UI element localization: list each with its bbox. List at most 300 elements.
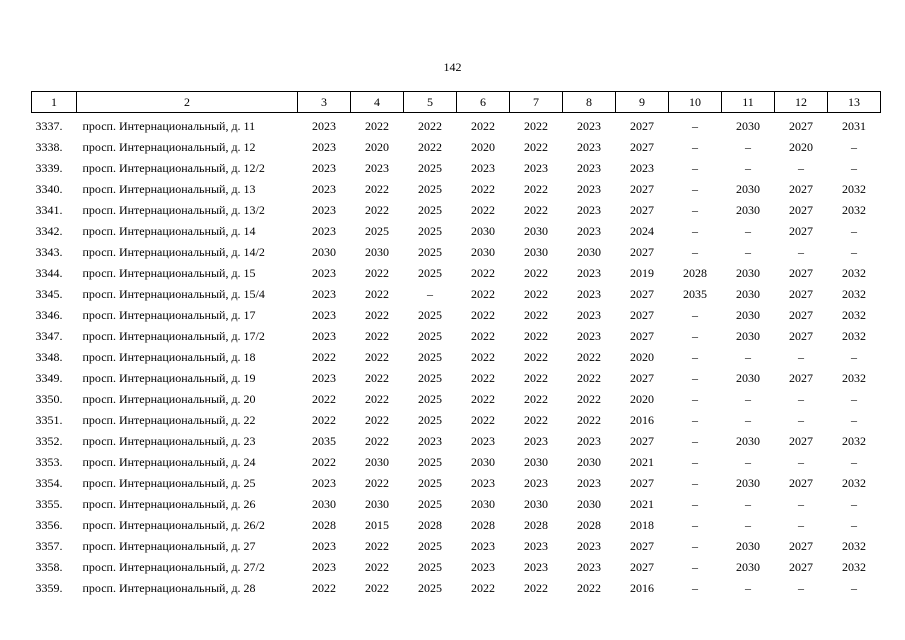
year-cell: 2022 <box>365 329 389 343</box>
year-cell: – <box>692 119 698 133</box>
year-cell: 2021 <box>630 455 654 469</box>
year-cell: – <box>745 140 751 154</box>
row-number: 3352. <box>35 434 63 448</box>
year-cell: 2022 <box>312 581 336 595</box>
address-cell: просп. Интернациональный, д. 25 <box>82 476 256 490</box>
table-row <box>32 242 881 263</box>
year-cell: 2028 <box>683 266 707 280</box>
year-cell: 2025 <box>418 182 442 196</box>
year-cell: 2020 <box>365 140 389 154</box>
address-cell: просп. Интернациональный, д. 26 <box>82 497 256 511</box>
header-cell-13: 13 <box>828 92 881 113</box>
schedule-table <box>31 91 881 599</box>
year-cell: 2030 <box>577 245 601 259</box>
address-cell: просп. Интернациональный, д. 17 <box>82 308 256 322</box>
year-cell: 2022 <box>577 371 601 385</box>
year-cell: – <box>692 455 698 469</box>
year-cell: 2027 <box>630 476 654 490</box>
year-cell: – <box>851 392 857 406</box>
table-row <box>32 263 881 284</box>
year-cell: 2023 <box>471 161 495 175</box>
year-cell: 2032 <box>842 560 866 574</box>
year-cell: – <box>745 518 751 532</box>
year-cell: 2023 <box>312 287 336 301</box>
year-cell: 2025 <box>418 203 442 217</box>
year-cell: 2024 <box>630 224 654 238</box>
row-number: 3349. <box>35 371 63 385</box>
year-cell: 2022 <box>365 413 389 427</box>
table-row <box>32 179 881 200</box>
year-cell: 2027 <box>630 539 654 553</box>
year-cell: 2030 <box>736 371 760 385</box>
year-cell: – <box>692 560 698 574</box>
year-cell: 2023 <box>524 560 548 574</box>
year-cell: 2030 <box>736 329 760 343</box>
year-cell: – <box>692 224 698 238</box>
year-cell: 2027 <box>630 371 654 385</box>
year-cell: 2022 <box>524 350 548 364</box>
row-number: 3351. <box>35 413 63 427</box>
year-cell: 2022 <box>471 308 495 322</box>
year-cell: 2023 <box>471 476 495 490</box>
year-cell: 2032 <box>842 287 866 301</box>
year-cell: 2032 <box>842 434 866 448</box>
year-cell: 2028 <box>471 518 495 532</box>
year-cell: 2023 <box>312 119 336 133</box>
year-cell: 2027 <box>630 308 654 322</box>
header-cell-8: 8 <box>563 92 616 113</box>
header-cell-10: 10 <box>669 92 722 113</box>
year-cell: 2027 <box>789 203 813 217</box>
year-cell: 2025 <box>418 308 442 322</box>
row-number: 3359. <box>35 581 63 595</box>
year-cell: 2028 <box>524 518 548 532</box>
year-cell: – <box>692 518 698 532</box>
year-cell: – <box>427 287 433 301</box>
year-cell: 2022 <box>577 350 601 364</box>
row-number: 3350. <box>35 392 63 406</box>
year-cell: 2027 <box>789 266 813 280</box>
year-cell: 2019 <box>630 266 654 280</box>
year-cell: 2032 <box>842 182 866 196</box>
year-cell: 2023 <box>312 203 336 217</box>
year-cell: 2032 <box>842 266 866 280</box>
address-cell: просп. Интернациональный, д. 13 <box>82 182 256 196</box>
year-cell: 2028 <box>312 518 336 532</box>
year-cell: 2031 <box>842 119 866 133</box>
header-cell-2: 2 <box>77 92 298 113</box>
year-cell: 2023 <box>365 161 389 175</box>
header-cell-11: 11 <box>722 92 775 113</box>
table-row <box>32 158 881 179</box>
year-cell: 2023 <box>577 308 601 322</box>
address-cell: просп. Интернациональный, д. 15 <box>82 266 256 280</box>
year-cell: – <box>798 497 804 511</box>
year-cell: 2022 <box>524 392 548 406</box>
row-number: 3347. <box>35 329 63 343</box>
table-row <box>32 221 881 242</box>
header-cell-12: 12 <box>775 92 828 113</box>
table-row <box>32 368 881 389</box>
year-cell: 2030 <box>365 455 389 469</box>
header-cell-4: 4 <box>351 92 404 113</box>
year-cell: – <box>692 413 698 427</box>
row-number: 3355. <box>35 497 63 511</box>
year-cell: 2030 <box>736 434 760 448</box>
table-row <box>32 326 881 347</box>
year-cell: 2022 <box>471 119 495 133</box>
year-cell: 2022 <box>524 266 548 280</box>
year-cell: 2025 <box>418 581 442 595</box>
header-cell-6: 6 <box>457 92 510 113</box>
year-cell: 2023 <box>312 539 336 553</box>
header-cell-9: 9 <box>616 92 669 113</box>
year-cell: 2022 <box>365 560 389 574</box>
year-cell: 2022 <box>312 455 336 469</box>
year-cell: 2022 <box>365 308 389 322</box>
year-cell: – <box>851 245 857 259</box>
table-row <box>32 389 881 410</box>
year-cell: 2020 <box>789 140 813 154</box>
year-cell: 2030 <box>312 497 336 511</box>
year-cell: 2032 <box>842 308 866 322</box>
year-cell: 2027 <box>630 140 654 154</box>
table-body <box>32 113 881 600</box>
year-cell: 2032 <box>842 476 866 490</box>
address-cell: просп. Интернациональный, д. 26/2 <box>82 518 265 532</box>
address-cell: просп. Интернациональный, д. 28 <box>82 581 256 595</box>
year-cell: 2023 <box>471 560 495 574</box>
year-cell: 2032 <box>842 203 866 217</box>
year-cell: 2030 <box>365 497 389 511</box>
year-cell: 2023 <box>577 224 601 238</box>
year-cell: 2030 <box>736 476 760 490</box>
year-cell: 2030 <box>471 455 495 469</box>
year-cell: 2022 <box>524 308 548 322</box>
year-cell: 2032 <box>842 539 866 553</box>
year-cell: 2030 <box>736 182 760 196</box>
row-number: 3346. <box>35 308 63 322</box>
year-cell: 2022 <box>471 581 495 595</box>
year-cell: – <box>745 350 751 364</box>
year-cell: 2027 <box>630 434 654 448</box>
year-cell: 2030 <box>736 539 760 553</box>
year-cell: – <box>745 497 751 511</box>
year-cell: 2030 <box>471 497 495 511</box>
table-row <box>32 137 881 158</box>
year-cell: 2030 <box>577 455 601 469</box>
year-cell: 2023 <box>471 539 495 553</box>
page-number: 142 <box>443 60 462 74</box>
year-cell: 2022 <box>471 350 495 364</box>
year-cell: 2030 <box>365 245 389 259</box>
year-cell: 2022 <box>524 371 548 385</box>
year-cell: 2027 <box>630 182 654 196</box>
address-cell: просп. Интернациональный, д. 22 <box>82 413 256 427</box>
year-cell: 2027 <box>789 434 813 448</box>
year-cell: 2023 <box>577 182 601 196</box>
address-cell: просп. Интернациональный, д. 12 <box>82 140 256 154</box>
header-cell-3: 3 <box>298 92 351 113</box>
year-cell: 2027 <box>630 245 654 259</box>
year-cell: – <box>798 245 804 259</box>
year-cell: 2028 <box>418 518 442 532</box>
address-cell: просп. Интернациональный, д. 15/4 <box>82 287 265 301</box>
year-cell: 2032 <box>842 329 866 343</box>
year-cell: – <box>851 455 857 469</box>
year-cell: 2020 <box>630 350 654 364</box>
year-cell: 2023 <box>418 434 442 448</box>
year-cell: 2022 <box>365 371 389 385</box>
row-number: 3348. <box>35 350 63 364</box>
year-cell: – <box>745 224 751 238</box>
year-cell: 2027 <box>789 287 813 301</box>
year-cell: 2022 <box>471 392 495 406</box>
year-cell: – <box>692 161 698 175</box>
year-cell: 2022 <box>524 413 548 427</box>
table-row <box>32 410 881 431</box>
address-cell: просп. Интернациональный, д. 17/2 <box>82 329 265 343</box>
row-number: 3337. <box>35 119 63 133</box>
year-cell: 2025 <box>418 476 442 490</box>
row-number: 3354. <box>35 476 63 490</box>
year-cell: 2023 <box>312 224 336 238</box>
year-cell: 2020 <box>471 140 495 154</box>
year-cell: – <box>798 581 804 595</box>
table-row <box>32 578 881 599</box>
year-cell: 2023 <box>577 266 601 280</box>
year-cell: 2022 <box>524 287 548 301</box>
year-cell: – <box>851 161 857 175</box>
table-row <box>32 515 881 536</box>
year-cell: 2022 <box>365 266 389 280</box>
year-cell: 2025 <box>418 371 442 385</box>
year-cell: 2023 <box>577 476 601 490</box>
year-cell: 2021 <box>630 497 654 511</box>
year-cell: 2022 <box>312 392 336 406</box>
row-number: 3353. <box>35 455 63 469</box>
year-cell: 2025 <box>418 350 442 364</box>
year-cell: – <box>692 581 698 595</box>
year-cell: 2023 <box>524 161 548 175</box>
year-cell: 2022 <box>365 539 389 553</box>
year-cell: 2023 <box>524 539 548 553</box>
year-cell: 2027 <box>789 308 813 322</box>
year-cell: 2015 <box>365 518 389 532</box>
year-cell: 2025 <box>418 224 442 238</box>
year-cell: 2035 <box>683 287 707 301</box>
year-cell: – <box>798 350 804 364</box>
table-row <box>32 536 881 557</box>
year-cell: 2022 <box>418 119 442 133</box>
address-cell: просп. Интернациональный, д. 12/2 <box>82 161 265 175</box>
address-cell: просп. Интернациональный, д. 14/2 <box>82 245 265 259</box>
year-cell: 2023 <box>577 119 601 133</box>
year-cell: 2022 <box>365 203 389 217</box>
year-cell: – <box>692 308 698 322</box>
year-cell: 2022 <box>365 434 389 448</box>
year-cell: 2023 <box>471 434 495 448</box>
year-cell: 2023 <box>312 182 336 196</box>
row-number: 3344. <box>35 266 63 280</box>
year-cell: 2022 <box>365 287 389 301</box>
year-cell: 2022 <box>471 371 495 385</box>
year-cell: – <box>851 413 857 427</box>
year-cell: – <box>692 329 698 343</box>
table-row <box>32 473 881 494</box>
year-cell: 2022 <box>524 329 548 343</box>
year-cell: – <box>798 455 804 469</box>
row-number: 3357. <box>35 539 63 553</box>
year-cell: – <box>745 413 751 427</box>
year-cell: 2025 <box>418 329 442 343</box>
address-cell: просп. Интернациональный, д. 13/2 <box>82 203 265 217</box>
year-cell: 2022 <box>471 182 495 196</box>
year-cell: – <box>745 161 751 175</box>
year-cell: 2035 <box>312 434 336 448</box>
year-cell: 2023 <box>312 140 336 154</box>
year-cell: 2027 <box>630 287 654 301</box>
row-number: 3341. <box>35 203 63 217</box>
year-cell: 2030 <box>524 245 548 259</box>
year-cell: 2023 <box>577 287 601 301</box>
year-cell: – <box>851 140 857 154</box>
table-row <box>32 557 881 578</box>
address-cell: просп. Интернациональный, д. 14 <box>82 224 256 238</box>
year-cell: 2022 <box>312 350 336 364</box>
header-row <box>32 92 881 113</box>
year-cell: 2022 <box>365 350 389 364</box>
year-cell: 2023 <box>524 476 548 490</box>
address-cell: просп. Интернациональный, д. 23 <box>82 434 256 448</box>
year-cell: 2025 <box>418 560 442 574</box>
year-cell: 2023 <box>312 476 336 490</box>
year-cell: 2023 <box>577 161 601 175</box>
header-cell-5: 5 <box>404 92 457 113</box>
year-cell: 2025 <box>418 161 442 175</box>
year-cell: 2022 <box>524 140 548 154</box>
row-number: 3345. <box>35 287 63 301</box>
year-cell: 2022 <box>471 329 495 343</box>
year-cell: 2023 <box>577 140 601 154</box>
table-row <box>32 200 881 221</box>
year-cell: 2030 <box>736 266 760 280</box>
year-cell: 2025 <box>418 497 442 511</box>
address-cell: просп. Интернациональный, д. 18 <box>82 350 256 364</box>
year-cell: – <box>851 497 857 511</box>
year-cell: – <box>798 413 804 427</box>
year-cell: 2023 <box>312 329 336 343</box>
year-cell: – <box>692 497 698 511</box>
year-cell: – <box>692 245 698 259</box>
year-cell: 2016 <box>630 413 654 427</box>
year-cell: 2025 <box>418 539 442 553</box>
year-cell: – <box>692 140 698 154</box>
year-cell: – <box>851 224 857 238</box>
year-cell: 2022 <box>471 413 495 427</box>
year-cell: 2025 <box>418 245 442 259</box>
year-cell: 2023 <box>312 308 336 322</box>
year-cell: – <box>851 581 857 595</box>
year-cell: 2030 <box>524 497 548 511</box>
year-cell: 2030 <box>524 224 548 238</box>
year-cell: 2030 <box>577 497 601 511</box>
year-cell: 2023 <box>312 161 336 175</box>
year-cell: 2027 <box>789 476 813 490</box>
year-cell: 2027 <box>630 203 654 217</box>
year-cell: 2027 <box>789 182 813 196</box>
year-cell: 2023 <box>577 434 601 448</box>
table-row <box>32 452 881 473</box>
row-number: 3340. <box>35 182 63 196</box>
year-cell: – <box>798 161 804 175</box>
year-cell: 2025 <box>365 224 389 238</box>
year-cell: 2022 <box>365 119 389 133</box>
year-cell: – <box>692 539 698 553</box>
year-cell: 2022 <box>365 476 389 490</box>
header-cell-7: 7 <box>510 92 563 113</box>
year-cell: – <box>692 203 698 217</box>
year-cell: – <box>692 182 698 196</box>
year-cell: 2023 <box>312 560 336 574</box>
year-cell: – <box>692 371 698 385</box>
year-cell: 2022 <box>577 413 601 427</box>
year-cell: 2022 <box>577 581 601 595</box>
year-cell: 2022 <box>365 182 389 196</box>
year-cell: 2023 <box>312 266 336 280</box>
year-cell: 2023 <box>524 434 548 448</box>
year-cell: 2023 <box>312 371 336 385</box>
year-cell: 2022 <box>365 581 389 595</box>
address-cell: просп. Интернациональный, д. 24 <box>82 455 256 469</box>
row-number: 3339. <box>35 161 63 175</box>
table-row <box>32 284 881 305</box>
header-cell-1: 1 <box>32 92 77 113</box>
address-cell: просп. Интернациональный, д. 11 <box>82 119 256 133</box>
year-cell: 2030 <box>736 308 760 322</box>
year-cell: 2027 <box>789 371 813 385</box>
year-cell: 2022 <box>524 581 548 595</box>
year-cell: 2022 <box>471 266 495 280</box>
year-cell: – <box>692 476 698 490</box>
table-row <box>32 305 881 326</box>
year-cell: – <box>745 581 751 595</box>
year-cell: 2030 <box>471 224 495 238</box>
year-cell: 2032 <box>842 371 866 385</box>
year-cell: – <box>745 455 751 469</box>
year-cell: 2025 <box>418 266 442 280</box>
year-cell: – <box>692 392 698 406</box>
year-cell: 2030 <box>736 119 760 133</box>
row-number: 3342. <box>35 224 63 238</box>
row-number: 3358. <box>35 560 63 574</box>
year-cell: 2027 <box>789 560 813 574</box>
year-cell: 2022 <box>365 392 389 406</box>
year-cell: 2023 <box>630 161 654 175</box>
year-cell: – <box>745 392 751 406</box>
year-cell: 2022 <box>312 413 336 427</box>
year-cell: 2022 <box>418 140 442 154</box>
year-cell: 2030 <box>471 245 495 259</box>
year-cell: 2025 <box>418 455 442 469</box>
year-cell: – <box>851 350 857 364</box>
year-cell: 2016 <box>630 581 654 595</box>
address-cell: просп. Интернациональный, д. 27 <box>82 539 256 553</box>
year-cell: – <box>851 518 857 532</box>
year-cell: 2030 <box>736 560 760 574</box>
year-cell: 2030 <box>524 455 548 469</box>
year-cell: 2023 <box>577 329 601 343</box>
